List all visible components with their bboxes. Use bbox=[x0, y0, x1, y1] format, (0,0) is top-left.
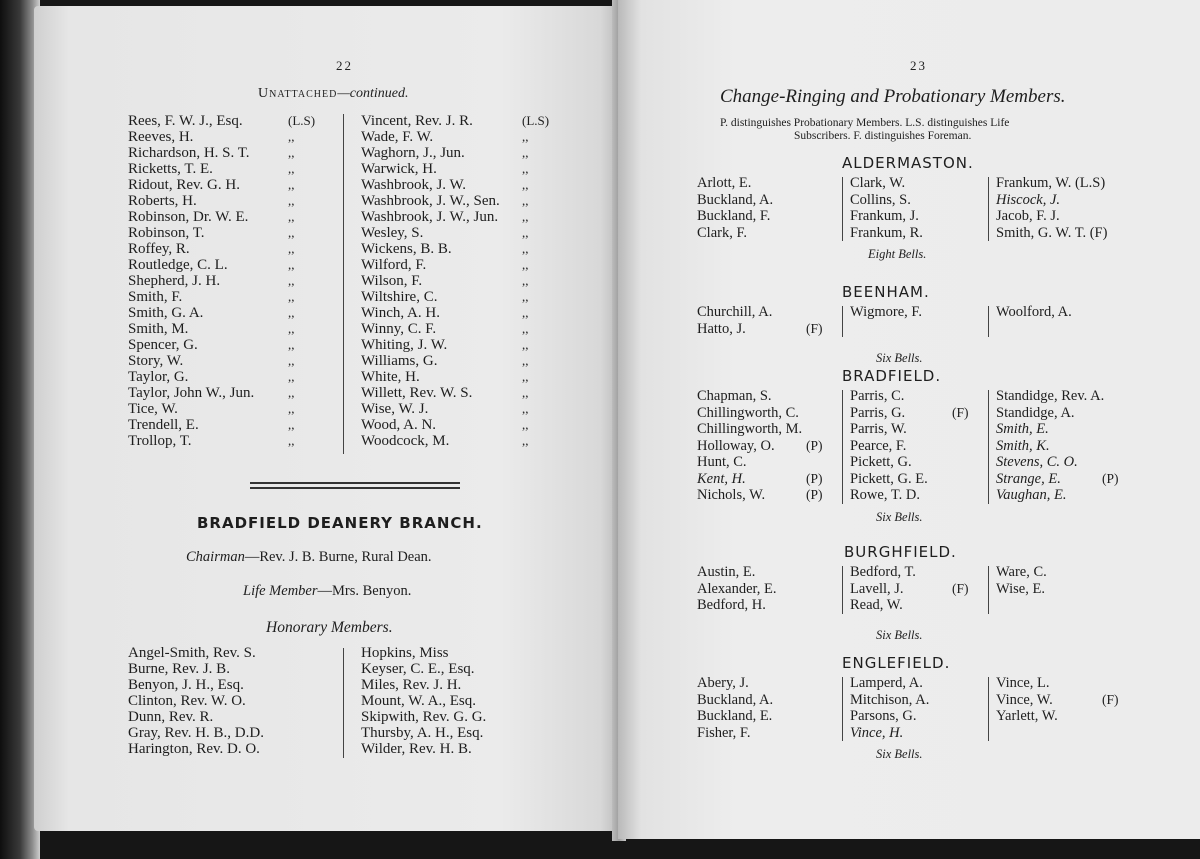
honorary-member: Benyon, J. H., Esq. bbox=[128, 677, 244, 693]
ringer-name: Clark, F. bbox=[697, 224, 747, 241]
ringer-mark bbox=[952, 597, 969, 614]
member-name: Washbrook, J. W., Sen. bbox=[361, 193, 500, 209]
ringer-mark: (F) bbox=[1102, 691, 1119, 707]
member-name: Wesley, S. bbox=[361, 225, 424, 241]
member-mark: ,, bbox=[522, 145, 529, 160]
member-mark: ,, bbox=[288, 433, 295, 448]
ringer-mark: (F) bbox=[952, 580, 969, 596]
tower-col1 bbox=[697, 175, 773, 241]
tower-divider bbox=[988, 390, 989, 504]
member-name: Smith, F. bbox=[128, 289, 183, 305]
ringer-name: Chillingworth, M. bbox=[697, 421, 803, 437]
member-mark: ,, bbox=[288, 209, 295, 224]
ringer-name: Vince, W. bbox=[996, 691, 1053, 708]
member-mark: ,, bbox=[288, 193, 295, 208]
ringer-name: Hunt, C. bbox=[697, 454, 747, 470]
ringer-name: Pickett, G. bbox=[850, 454, 912, 470]
member-name: Robinson, Dr. W. E. bbox=[128, 209, 249, 225]
ringer-name: Kent, H. bbox=[697, 470, 746, 487]
ringer-name: Parris, C. bbox=[850, 388, 905, 404]
member-name: Whiting, J. W. bbox=[361, 337, 448, 353]
member-name: Story, W. bbox=[128, 353, 184, 369]
member-mark: ,, bbox=[288, 321, 295, 336]
tower-name: ENGLEFIELD. bbox=[842, 654, 951, 672]
ringer-name: Ware, C. bbox=[996, 564, 1047, 580]
member-name: Taylor, G. bbox=[128, 369, 189, 385]
ringer-name: Buckland, F. bbox=[697, 208, 771, 224]
tower-name: BEENHAM. bbox=[842, 283, 930, 301]
member-name: Tice, W. bbox=[128, 401, 178, 417]
ringer-name: Pickett, G. E. bbox=[850, 470, 928, 487]
member-name: Washbrook, J. W. bbox=[361, 177, 467, 193]
tower-col1-marks bbox=[806, 304, 823, 337]
honorary-member: Burne, Rev. J. B. bbox=[128, 661, 230, 677]
ringer-name: Frankum, J. bbox=[850, 208, 919, 224]
member-name: Routledge, C. L. bbox=[128, 257, 228, 273]
honorary-member: Wilder, Rev. H. B. bbox=[361, 741, 472, 757]
member-name: Wade, F. W. bbox=[361, 129, 434, 145]
member-mark: ,, bbox=[522, 385, 529, 400]
member-name: Trollop, T. bbox=[128, 433, 192, 449]
ringer-mark bbox=[1102, 421, 1119, 438]
ringer-mark bbox=[952, 487, 969, 504]
tower-col3-marks bbox=[1102, 675, 1119, 725]
member-mark: ,, bbox=[522, 321, 529, 336]
ringer-name: Clark, W. bbox=[850, 175, 906, 191]
member-name: Reeves, H. bbox=[128, 129, 194, 145]
ringer-name: Standidge, Rev. A. bbox=[996, 388, 1105, 404]
tower-bells: Eight Bells. bbox=[868, 247, 927, 261]
tower-bells: Six Bells. bbox=[876, 351, 923, 365]
ringer-name: Lamperd, A. bbox=[850, 675, 923, 691]
ringer-name: Smith, E. bbox=[996, 421, 1049, 437]
ringer-name: Hatto, J. bbox=[697, 320, 746, 337]
member-mark: ,, bbox=[522, 177, 529, 192]
tower-col1-marks bbox=[806, 388, 823, 504]
member-name: Willett, Rev. W. S. bbox=[361, 385, 473, 401]
tower-bells: Six Bells. bbox=[876, 627, 923, 642]
honorary-member: Angel-Smith, Rev. S. bbox=[128, 645, 256, 661]
ringer-name: Bedford, H. bbox=[697, 597, 766, 613]
column-divider bbox=[343, 114, 344, 454]
ringer-mark bbox=[806, 454, 823, 471]
member-mark: ,, bbox=[522, 289, 529, 304]
member-mark: ,, bbox=[288, 289, 295, 304]
ringer-name: Arlott, E. bbox=[697, 175, 752, 191]
honorary-col1 bbox=[128, 645, 264, 757]
ringer-mark bbox=[1102, 708, 1119, 725]
member-name: White, H. bbox=[361, 369, 420, 385]
member-name: Ridout, Rev. G. H. bbox=[128, 177, 240, 193]
member-mark: ,, bbox=[522, 257, 529, 272]
ringer-name: Parris, W. bbox=[850, 421, 907, 437]
honorary-member: Thursby, A. H., Esq. bbox=[361, 725, 484, 741]
honorary-member: Dunn, Rev. R. bbox=[128, 709, 214, 725]
tower-col1 bbox=[697, 564, 777, 614]
member-mark: ,, bbox=[288, 225, 295, 240]
section-continued: —continued. bbox=[337, 86, 409, 101]
ringer-name: Abery, J. bbox=[697, 675, 749, 691]
ringer-mark: (F) bbox=[806, 320, 823, 336]
ringer-name: Read, W. bbox=[850, 597, 903, 613]
ringer-mark bbox=[806, 388, 823, 405]
member-mark: ,, bbox=[522, 161, 529, 176]
ringer-name: Vaughan, E. bbox=[996, 487, 1067, 503]
tower-divider bbox=[842, 677, 843, 741]
tower-col3 bbox=[996, 175, 1107, 241]
ringer-name: Buckland, A. bbox=[697, 191, 774, 208]
member-name: Winch, A. H. bbox=[361, 305, 440, 321]
tower-col2-marks bbox=[952, 388, 969, 504]
member-name: Wiltshire, C. bbox=[361, 289, 438, 305]
tower-col3 bbox=[996, 564, 1047, 597]
tower-col3 bbox=[996, 388, 1104, 504]
ringer-name: Yarlett, W. bbox=[996, 708, 1058, 724]
member-name: Winny, C. F. bbox=[361, 321, 437, 337]
tower-col3 bbox=[996, 304, 1072, 321]
honorary-member: Keyser, C. E., Esq. bbox=[361, 661, 475, 677]
ringer-mark bbox=[1102, 388, 1119, 405]
member-name: Trendell, E. bbox=[128, 417, 199, 433]
member-name: Waghorn, J., Jun. bbox=[361, 145, 465, 161]
member-mark: ,, bbox=[522, 241, 529, 256]
ringer-name: Austin, E. bbox=[697, 564, 756, 580]
member-name: Wilford, F. bbox=[361, 257, 427, 273]
ringer-name: Wigmore, F. bbox=[850, 304, 922, 320]
ringer-mark bbox=[1102, 675, 1119, 692]
tower-divider bbox=[988, 306, 989, 337]
ringer-mark bbox=[1102, 487, 1119, 504]
member-mark: ,, bbox=[522, 417, 529, 432]
ringer-name: Bedford, T. bbox=[850, 564, 916, 580]
tower-name: BURGHFIELD. bbox=[844, 543, 957, 561]
tower-col2 bbox=[850, 388, 928, 504]
unattached-col1 bbox=[128, 113, 254, 449]
member-name: Williams, G. bbox=[361, 353, 438, 369]
member-mark: ,, bbox=[522, 337, 529, 352]
tower-col2 bbox=[850, 304, 922, 321]
section-label: Unattached bbox=[258, 86, 338, 101]
tower-bells: Six Bells. bbox=[876, 747, 923, 761]
honorary-member: Skipwith, Rev. G. G. bbox=[361, 709, 487, 725]
member-name: Richardson, H. S. T. bbox=[128, 145, 250, 161]
ringer-mark: (P) bbox=[806, 470, 823, 486]
member-name: Shepherd, J. H. bbox=[128, 273, 221, 289]
ringer-name: Parsons, G. bbox=[850, 708, 917, 724]
member-name: Wilson, F. bbox=[361, 273, 423, 289]
tower-name: ALDERMASTON. bbox=[842, 154, 974, 172]
ringer-mark bbox=[952, 421, 969, 438]
unattached-col1-marks bbox=[288, 113, 315, 449]
member-name: Ricketts, T. E. bbox=[128, 161, 213, 177]
honorary-col2 bbox=[361, 645, 486, 757]
member-mark: ,, bbox=[288, 145, 295, 160]
ringer-name: Rowe, T. D. bbox=[850, 487, 920, 503]
member-mark: (L.S) bbox=[522, 113, 550, 128]
chairman-label: Chairman bbox=[186, 549, 245, 565]
member-mark: ,, bbox=[522, 193, 529, 208]
member-mark: ,, bbox=[522, 305, 529, 320]
tower-bells: Six Bells. bbox=[876, 509, 923, 524]
honorary-member: Mount, W. A., Esq. bbox=[361, 693, 477, 709]
tower-divider bbox=[842, 177, 843, 241]
ringer-name: Stevens, C. O. bbox=[996, 454, 1078, 470]
ringer-mark bbox=[952, 388, 969, 405]
member-name: Washbrook, J. W., Jun. bbox=[361, 209, 499, 225]
tower-name: BRADFIELD. bbox=[842, 367, 942, 385]
member-name: Rees, F. W. J., Esq. bbox=[128, 113, 243, 129]
ringer-mark bbox=[1102, 405, 1119, 422]
ringer-name: Buckland, E. bbox=[697, 708, 773, 724]
section-heading bbox=[258, 86, 408, 102]
ringer-name: Wise, E. bbox=[996, 580, 1045, 597]
ringer-name: Frankum, W. (L.S) bbox=[996, 175, 1106, 191]
member-mark: ,, bbox=[522, 401, 529, 416]
ringer-mark bbox=[806, 405, 823, 422]
legend-line-1: P. distinguishes Probationary Members. L.S. distinguishes Life bbox=[720, 117, 1010, 129]
unattached-col2 bbox=[361, 113, 500, 449]
ringer-name: Alexander, E. bbox=[697, 580, 777, 597]
honorary-member: Miles, Rev. J. H. bbox=[361, 677, 462, 693]
ringer-name: Woolford, A. bbox=[996, 304, 1072, 320]
member-name: Woodcock, M. bbox=[361, 433, 450, 449]
ringer-name: Jacob, F. J. bbox=[996, 208, 1060, 224]
ringer-name: Buckland, A. bbox=[697, 691, 774, 708]
member-mark: ,, bbox=[288, 161, 295, 176]
honorary-heading: Honorary Members. bbox=[266, 619, 393, 636]
left-page-number: 22 bbox=[336, 58, 353, 73]
tower-divider bbox=[988, 566, 989, 614]
ringer-mark bbox=[952, 564, 969, 581]
ringer-name: Vince, L. bbox=[996, 675, 1050, 691]
unattached-col2-marks bbox=[522, 113, 549, 449]
member-name: Wise, W. J. bbox=[361, 401, 429, 417]
member-mark: ,, bbox=[522, 353, 529, 368]
member-name: Taylor, John W., Jun. bbox=[128, 385, 255, 401]
tower-divider bbox=[842, 306, 843, 337]
legend-line-2: Subscribers. F. distinguishes Foreman. bbox=[794, 130, 972, 142]
ringer-mark: (P) bbox=[806, 437, 823, 453]
member-mark: ,, bbox=[288, 273, 295, 288]
member-mark: ,, bbox=[522, 209, 529, 224]
ringer-mark bbox=[952, 471, 969, 488]
member-mark: ,, bbox=[288, 129, 295, 144]
right-page-title: Change-Ringing and Probationary Members. bbox=[720, 86, 1066, 107]
double-rule-top bbox=[250, 482, 460, 484]
tower-col1 bbox=[697, 304, 772, 337]
member-mark: ,, bbox=[288, 401, 295, 416]
member-name: Smith, G. A. bbox=[128, 305, 204, 321]
ringer-mark: (P) bbox=[806, 487, 823, 502]
branch-title: BRADFIELD DEANERY BRANCH. bbox=[197, 514, 483, 532]
member-name: Spencer, G. bbox=[128, 337, 198, 353]
tower-divider bbox=[842, 390, 843, 504]
right-page-number: 23 bbox=[910, 58, 927, 73]
member-mark: ,, bbox=[522, 129, 529, 144]
ringer-name: Hiscock, J. bbox=[996, 191, 1061, 208]
chairman-line bbox=[186, 549, 432, 566]
member-mark: ,, bbox=[288, 257, 295, 272]
ringer-name: Chapman, S. bbox=[697, 388, 772, 404]
ringer-mark bbox=[806, 304, 823, 321]
member-mark: ,, bbox=[288, 305, 295, 320]
member-name: Roberts, H. bbox=[128, 193, 197, 209]
member-mark: ,, bbox=[288, 417, 295, 432]
member-mark: (L.S) bbox=[288, 113, 316, 128]
ringer-name: Frankum, R. bbox=[850, 224, 923, 241]
ringer-name: Strange, E. bbox=[996, 470, 1061, 487]
tower-col3-marks bbox=[1102, 388, 1119, 504]
ringer-mark bbox=[806, 421, 823, 438]
member-mark: ,, bbox=[288, 353, 295, 368]
chairman-value: —Rev. J. B. Burne, Rural Dean. bbox=[244, 549, 432, 565]
tower-divider bbox=[988, 177, 989, 241]
ringer-name: Standidge, A. bbox=[996, 404, 1075, 421]
member-mark: ,, bbox=[522, 273, 529, 288]
member-mark: ,, bbox=[522, 369, 529, 384]
tower-divider bbox=[988, 677, 989, 741]
ringer-name: Fisher, F. bbox=[697, 724, 751, 741]
tower-col2-marks bbox=[952, 564, 969, 614]
ringer-mark: (F) bbox=[952, 404, 969, 420]
ringer-mark bbox=[1102, 454, 1119, 471]
tower-col2 bbox=[850, 175, 923, 241]
member-name: Robinson, T. bbox=[128, 225, 205, 241]
honorary-member: Hopkins, Miss bbox=[361, 645, 449, 661]
member-name: Warwick, H. bbox=[361, 161, 437, 177]
ringer-mark bbox=[952, 454, 969, 471]
ringer-name: Collins, S. bbox=[850, 191, 911, 208]
life-member-value: —Mrs. Benyon. bbox=[317, 583, 412, 599]
ringer-name: Chillingworth, C. bbox=[697, 404, 799, 421]
ringer-mark: (P) bbox=[1102, 470, 1119, 486]
ringer-mark bbox=[952, 438, 969, 455]
ringer-name: Smith, G. W. T. (F) bbox=[996, 224, 1108, 241]
ringer-name: Nichols, W. bbox=[697, 487, 766, 503]
tower-divider bbox=[842, 566, 843, 614]
member-name: Wood, A. N. bbox=[361, 417, 437, 433]
honorary-member: Harington, Rev. D. O. bbox=[128, 741, 260, 757]
ringer-name: Holloway, O. bbox=[697, 437, 775, 454]
tower-col2 bbox=[850, 675, 929, 741]
ringer-name: Lavell, J. bbox=[850, 580, 904, 597]
member-mark: ,, bbox=[522, 433, 529, 448]
ringer-name: Churchill, A. bbox=[697, 304, 773, 320]
ringer-name: Vince, H. bbox=[850, 724, 904, 741]
tower-col3 bbox=[996, 675, 1058, 725]
member-mark: ,, bbox=[288, 241, 295, 256]
honorary-member: Clinton, Rev. W. O. bbox=[128, 693, 246, 709]
tower-col2 bbox=[850, 564, 916, 614]
tower-col1 bbox=[697, 675, 773, 741]
member-mark: ,, bbox=[288, 177, 295, 192]
life-member-label: Life Member bbox=[243, 583, 318, 599]
member-mark: ,, bbox=[288, 337, 295, 352]
double-rule-bottom bbox=[250, 487, 460, 489]
member-name: Smith, M. bbox=[128, 321, 189, 337]
member-mark: ,, bbox=[288, 385, 295, 400]
member-name: Wickens, B. B. bbox=[361, 241, 452, 257]
honorary-divider bbox=[343, 648, 344, 758]
tower-col1 bbox=[697, 388, 802, 504]
ringer-name: Mitchison, A. bbox=[850, 691, 930, 708]
member-name: Roffey, R. bbox=[128, 241, 190, 257]
ringer-name: Parris, G. bbox=[850, 404, 906, 421]
ringer-name: Smith, K. bbox=[996, 437, 1050, 454]
member-mark: ,, bbox=[522, 225, 529, 240]
life-member-line bbox=[243, 583, 411, 600]
ringer-mark bbox=[1102, 438, 1119, 455]
ringer-name: Pearce, F. bbox=[850, 437, 907, 454]
member-name: Vincent, Rev. J. R. bbox=[361, 113, 473, 129]
honorary-member: Gray, Rev. H. B., D.D. bbox=[128, 725, 264, 741]
member-mark: ,, bbox=[288, 369, 295, 384]
